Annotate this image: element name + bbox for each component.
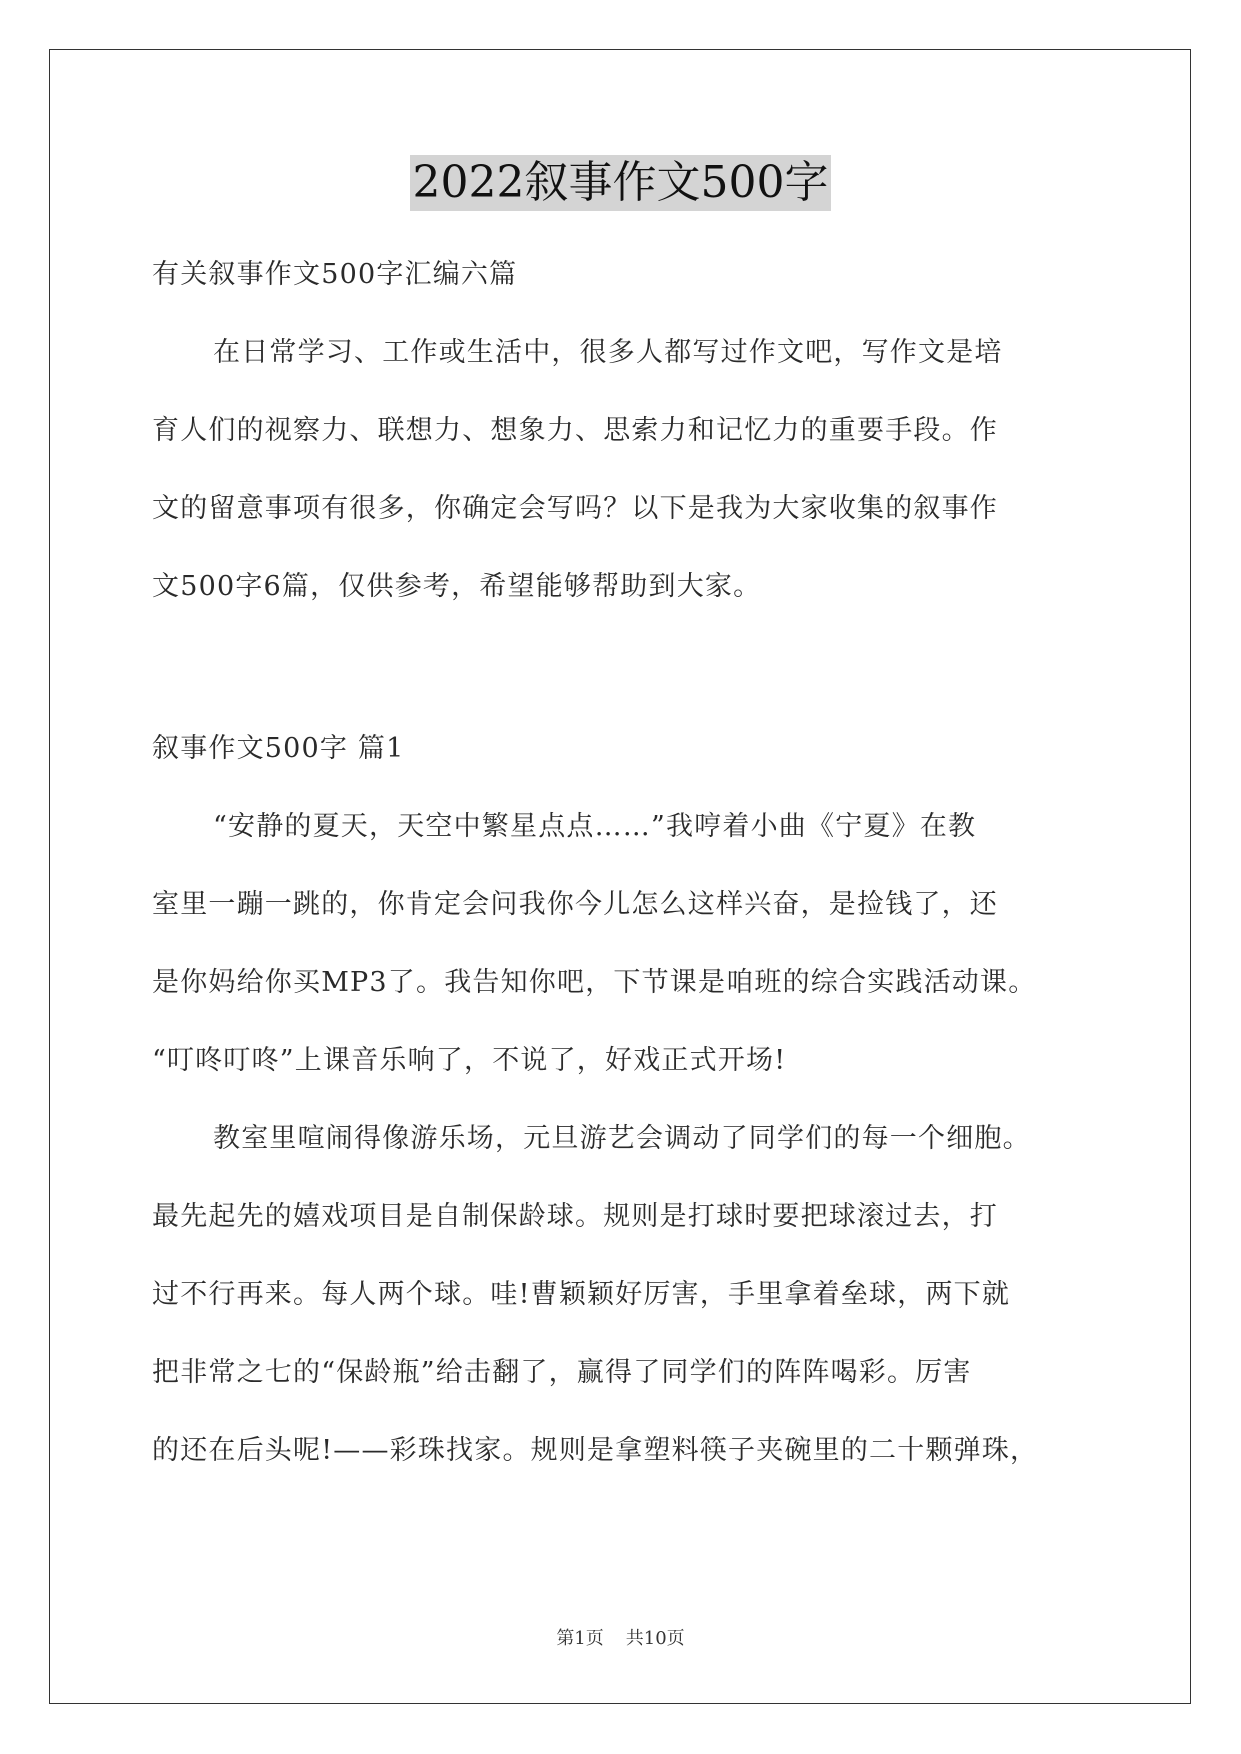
paragraph-line: 是你妈给你买MP3了。我告知你吧，下节课是咱班的综合实践活动课。 <box>152 967 1037 998</box>
intro-line: 文的留意事项有很多，你确定会写吗？以下是我为大家收集的叙事作 <box>152 493 998 524</box>
paragraph-line: 最先起先的嬉戏项目是自制保龄球。规则是打球时要把球滚过去，打 <box>152 1201 998 1232</box>
paragraph-line: 的还在后头呢!——彩珠找家。规则是拿塑料筷子夹碗里的二十颗弹珠， <box>152 1435 1039 1466</box>
paragraph-line: “安静的夏天，天空中繁星点点……”我哼着小曲《宁夏》在教 <box>213 811 977 842</box>
section-heading: 叙事作文500字 篇1 <box>152 733 405 764</box>
page-number: 第1页 <box>556 1628 604 1649</box>
paragraph-line: “叮咚叮咚”上课音乐响了，不说了，好戏正式开场! <box>152 1045 787 1076</box>
page-footer <box>0 1624 1241 1650</box>
intro-line: 文500字6篇，仅供参考，希望能够帮助到大家。 <box>152 571 762 602</box>
title-container <box>0 155 1241 211</box>
section-gap <box>152 626 1098 710</box>
intro-line: 在日常学习、工作或生活中，很多人都写过作文吧，写作文是培 <box>213 337 1003 368</box>
document-subtitle: 有关叙事作文500字汇编六篇 <box>152 259 518 290</box>
paragraph-line: 教室里喧闹得像游乐场，元旦游艺会调动了同学们的每一个细胞。 <box>213 1123 1031 1154</box>
paragraph-line: 室里一蹦一跳的，你肯定会问我你今儿怎么这样兴奋，是捡钱了，还 <box>152 889 998 920</box>
paragraph-line: 过不行再来。每人两个球。哇!曹颖颖好厉害，手里拿着垒球，两下就 <box>152 1279 1011 1310</box>
intro-line: 育人们的视察力、联想力、想象力、思索力和记忆力的重要手段。作 <box>152 415 998 446</box>
page-total: 共10页 <box>625 1628 685 1649</box>
paragraph-line: 把非常之七的“保龄瓶”给击翻了，赢得了同学们的阵阵喝彩。厉害 <box>152 1357 972 1388</box>
document-title[interactable]: 2022叙事作文500字 <box>410 155 832 211</box>
document-body <box>152 236 1098 1490</box>
